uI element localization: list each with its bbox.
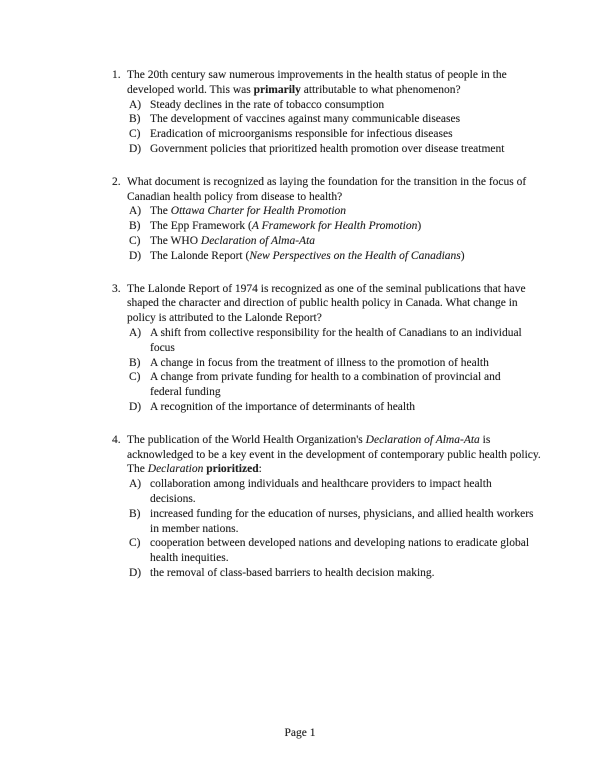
question-number: 1. — [112, 69, 121, 81]
question-block — [112, 175, 560, 264]
text-run: Declaration of Alma-Ata — [365, 433, 480, 446]
option-text — [150, 400, 535, 415]
options-list — [112, 204, 560, 263]
option-text — [150, 249, 535, 264]
option-text — [150, 536, 535, 566]
option-letter: D) — [129, 142, 142, 155]
option-letter: B) — [129, 507, 141, 520]
option-letter: C) — [129, 128, 141, 141]
option-letter: C) — [129, 234, 141, 247]
question-stem — [127, 282, 548, 326]
text-run: cooperation between developed nations and developing nations to eradicate global health inequities. — [150, 537, 530, 565]
option-letter: C) — [129, 371, 141, 384]
question-block — [112, 433, 560, 581]
option-row — [129, 249, 560, 264]
option-row — [129, 370, 560, 400]
option-row — [129, 356, 560, 371]
text-run: New Perspectives on the Health of Canadians — [249, 249, 461, 262]
option-text — [150, 234, 535, 249]
question-stem — [127, 175, 548, 205]
option-row — [129, 400, 560, 415]
option-text — [150, 127, 535, 142]
text-run: The 20th century saw numerous improvements in the health status of people in the developed world. This was — [127, 69, 507, 96]
question-number: 2. — [112, 175, 121, 188]
option-letter: D) — [129, 400, 142, 413]
text-run: What document is recognized as laying the foundation for the transition in the focus of Canadian health policy from disease to health? — [127, 175, 527, 203]
text-run: Eradication of microorganisms responsible for infectious diseases — [150, 128, 453, 141]
option-text — [150, 204, 535, 219]
text-run: Steady declines in the rate of tobacco consumption — [150, 98, 385, 111]
option-text — [150, 507, 535, 537]
text-run: the removal of class-based barriers to health decision making. — [150, 566, 435, 579]
option-row — [129, 566, 560, 581]
text-run: The Lalonde Report of 1974 is recognized as one of the seminal publications that have shaped the character and direction of public health policy in Canada. What change in policy is attributed to the Lalonde Report? — [127, 282, 526, 325]
text-run: collaboration among individuals and healthcare providers to impact health decisions. — [150, 478, 492, 505]
option-row — [129, 127, 560, 142]
option-letter: A) — [129, 205, 142, 218]
option-row — [129, 112, 560, 127]
text-run: Declaration — [147, 463, 204, 476]
question-stem-row — [112, 282, 560, 326]
text-run: Declaration of Alma-Ata — [200, 234, 316, 247]
option-letter: B) — [129, 220, 141, 233]
text-run: A change from private funding for health to a combination of provincial and federal funding — [150, 371, 501, 399]
option-row — [129, 142, 560, 157]
text-run: prioritized — [206, 463, 259, 476]
options-list — [112, 477, 560, 581]
text-run: The publication of the World Health Organization's — [127, 433, 366, 446]
text-run: The WHO — [150, 234, 201, 247]
option-row — [129, 477, 560, 507]
option-row — [129, 326, 560, 356]
option-text — [150, 326, 535, 356]
option-letter: A) — [129, 478, 142, 491]
question-number: 3. — [112, 282, 121, 295]
option-letter: A) — [129, 326, 142, 339]
option-row — [129, 536, 560, 566]
question-block — [112, 282, 560, 415]
option-row — [129, 204, 560, 219]
page-footer — [0, 726, 600, 741]
text-run: The Epp Framework ( — [150, 220, 252, 233]
option-text — [150, 219, 535, 234]
option-letter: A) — [129, 98, 142, 111]
option-row — [129, 507, 560, 537]
text-run: The — [150, 205, 171, 218]
option-letter: B) — [129, 113, 141, 126]
text-run: attributable to what phenomenon? — [300, 83, 461, 96]
option-text — [150, 566, 535, 581]
option-row — [129, 234, 560, 249]
text-run: The Lalonde Report ( — [150, 249, 250, 262]
text-run: A shift from collective responsibility for the health of Canadians to an individual focus — [150, 326, 522, 354]
text-run: Ottawa Charter for Health Promotion — [170, 205, 347, 218]
text-run: A Framework for Health Promotion — [251, 220, 418, 233]
text-run: : — [258, 463, 262, 476]
option-text — [150, 356, 535, 371]
option-letter: B) — [129, 356, 141, 369]
text-run: A change in focus from the treatment of illness to the promotion of health — [150, 356, 489, 369]
text-run: ) — [417, 220, 422, 233]
option-text — [150, 112, 535, 127]
text-run: A recognition of the importance of determinants of health — [150, 400, 416, 413]
option-text — [150, 370, 535, 400]
text-run: Government policies that prioritized health promotion over disease treatment — [150, 142, 505, 155]
options-list — [112, 98, 560, 157]
question-stem-row — [112, 68, 560, 98]
text-run: ) — [460, 249, 465, 262]
text-run: primarily — [253, 83, 301, 96]
question-stem-row — [112, 433, 560, 477]
option-text — [150, 98, 535, 113]
option-row — [129, 219, 560, 234]
option-letter: D) — [129, 249, 142, 262]
page-number: Page 1 — [284, 727, 316, 739]
option-letter: C) — [129, 537, 141, 550]
question-block — [112, 68, 560, 157]
option-text — [150, 142, 535, 157]
text-run: increased funding for the education of nurses, physicians, and allied health workers in member nations. — [150, 507, 534, 535]
options-list — [112, 326, 560, 415]
option-letter: D) — [129, 566, 142, 579]
question-stem — [127, 68, 548, 98]
text-run: The development of vaccines against many communicable diseases — [150, 113, 461, 126]
option-row — [129, 98, 560, 113]
option-text — [150, 477, 535, 507]
question-number: 4. — [112, 433, 121, 446]
question-list — [112, 68, 560, 599]
text-run: is acknowledged to be a key event in the development of contemporary public health policy. The — [127, 433, 541, 476]
question-stem — [127, 433, 548, 477]
question-stem-row — [112, 175, 560, 205]
